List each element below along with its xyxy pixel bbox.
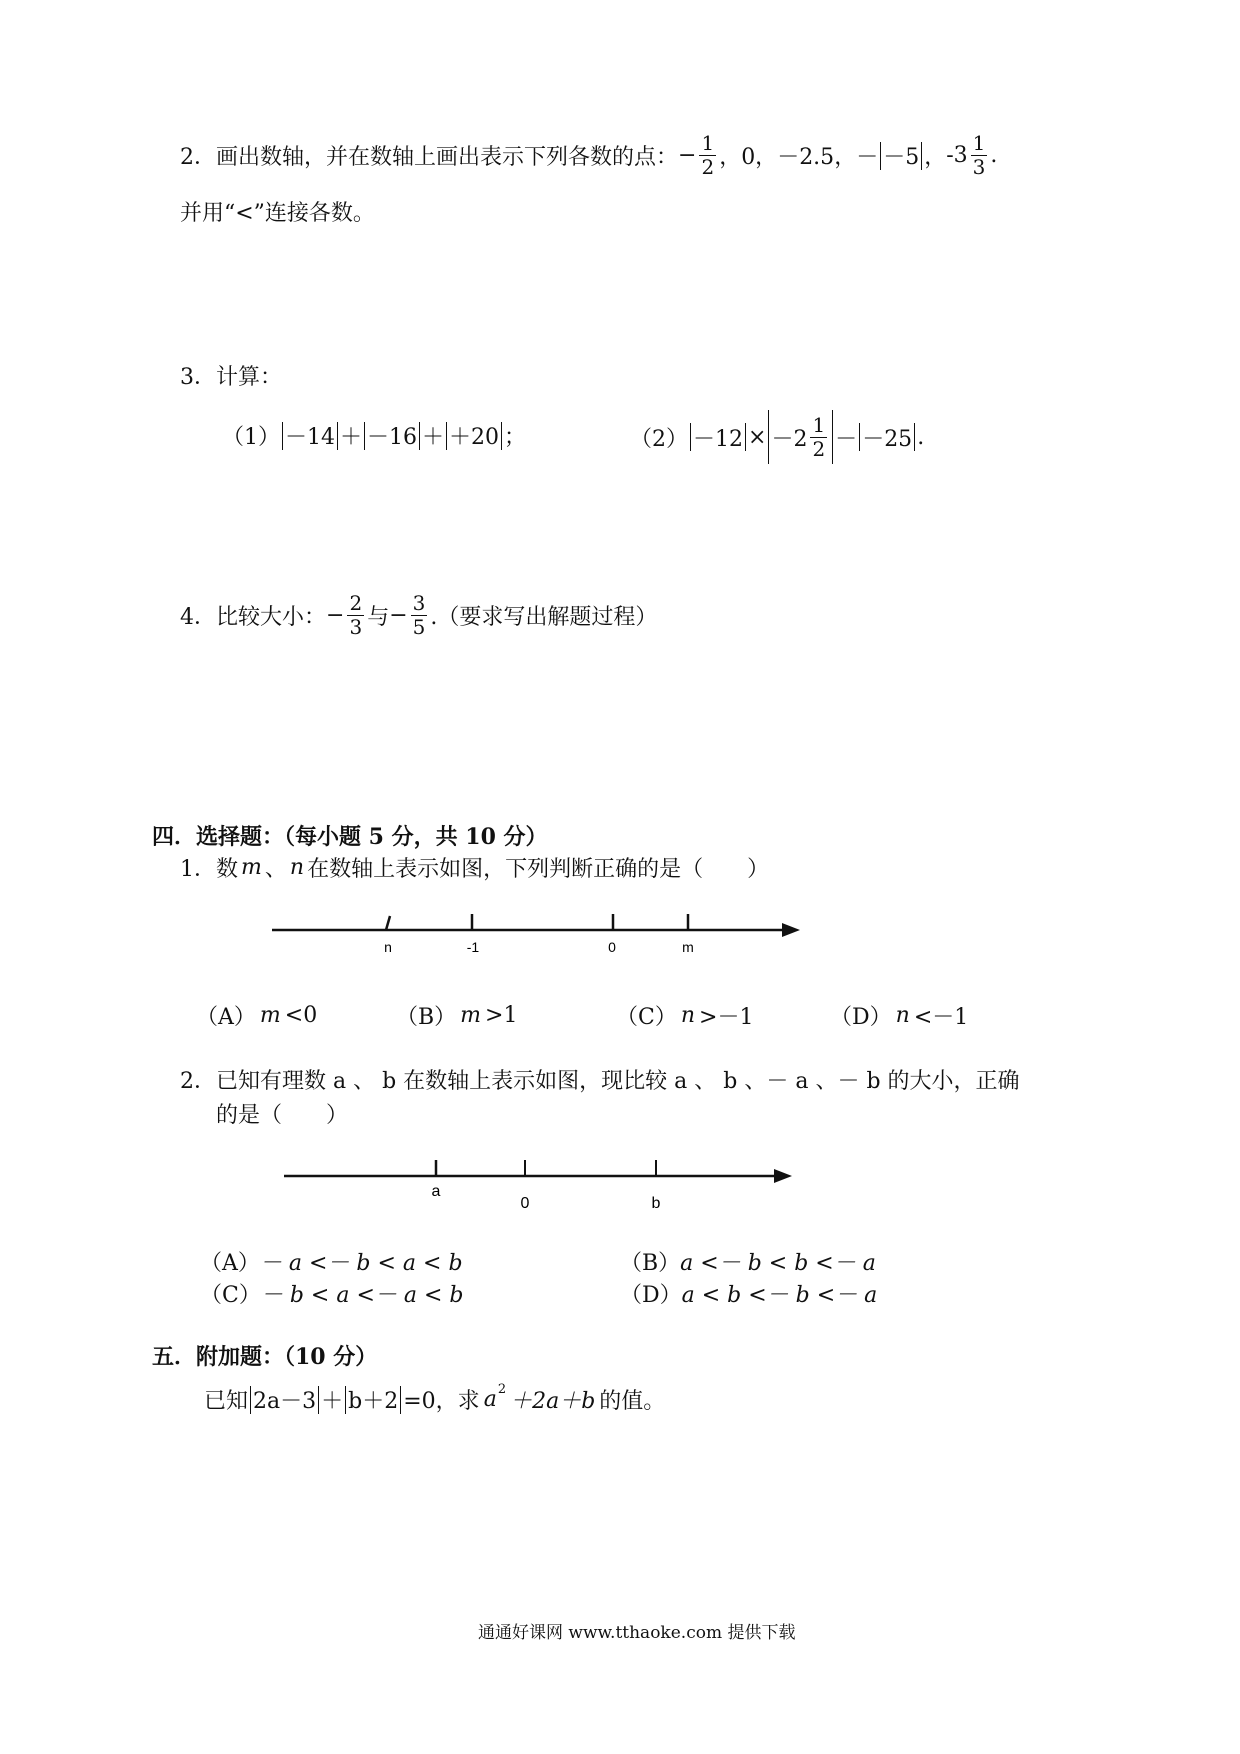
axis-label-m: m	[682, 939, 694, 955]
abs-bar	[345, 1386, 346, 1414]
s4q2-number-line	[282, 1150, 802, 1220]
abs-bar	[880, 142, 881, 170]
section5-var-a: a	[483, 1387, 497, 1412]
s4q2-stem-line1	[180, 1064, 1020, 1095]
option-label: （C）	[200, 1283, 261, 1308]
q3-part2-op: －	[835, 426, 858, 452]
axis-label-n: n	[384, 939, 392, 955]
s4q1-text: 数	[216, 857, 239, 882]
q3-part2-term: －12	[693, 426, 743, 452]
option-label: （D）	[620, 1283, 682, 1308]
s4q1-number: 1．	[180, 857, 216, 882]
q4-line	[180, 592, 657, 639]
option-expr: － a <－ b < a < b	[259, 1251, 463, 1276]
option-relation: <－1	[913, 1005, 969, 1030]
q4-neg: −	[389, 603, 408, 628]
s4q2-number: 2．	[180, 1069, 216, 1094]
q2-line2: 并用“<”连接各数。	[180, 201, 375, 226]
section5-exponent: 2	[497, 1382, 507, 1397]
section5-abs-term: b＋2	[348, 1389, 399, 1414]
option-expr: a <－ b < b <－ a	[680, 1251, 876, 1276]
q4-number: 4．	[180, 605, 216, 630]
s4q2-option-a[interactable]	[200, 1246, 463, 1277]
q3-part2-fraction: $\frac{1}{2}$	[812, 412, 826, 461]
section5-problem	[204, 1384, 665, 1415]
q3-title	[180, 360, 282, 391]
axis-label-a: a	[431, 1183, 441, 1200]
q3-part2-label: （2）	[630, 426, 688, 452]
option-label: （D）	[830, 1005, 892, 1030]
abs-bar	[745, 423, 746, 451]
abs-bar	[501, 422, 502, 450]
option-var: n	[680, 1003, 696, 1028]
abs-bar	[832, 410, 833, 464]
tick-n	[386, 916, 390, 930]
q3-part2-term: －25	[862, 426, 913, 452]
section5-text: 的值。	[599, 1389, 666, 1414]
option-label: （A）	[196, 1005, 256, 1030]
s4q1-option-c[interactable]	[616, 1000, 753, 1031]
s4q1-option-a[interactable]	[196, 1000, 317, 1031]
abs-bar	[914, 423, 915, 451]
q3-part2-op: ×	[748, 424, 767, 450]
section5-title: 五．附加题：（10 分）	[152, 1344, 378, 1370]
q2-value-neg2-5: －2.5	[777, 145, 835, 170]
s4q2-option-c[interactable]	[200, 1278, 464, 1309]
q2-value-neg: －	[856, 145, 879, 170]
q2-period: .	[990, 143, 998, 168]
q4-and: 与	[367, 605, 390, 630]
q2-line1	[180, 132, 997, 179]
abs-bar	[282, 422, 283, 450]
q3-part1-end: ；	[504, 425, 527, 450]
q3-part1-label: （1）	[222, 425, 280, 450]
axis-arrow-icon	[782, 923, 800, 937]
option-label: （A）	[200, 1251, 260, 1276]
abs-bar	[690, 423, 691, 451]
option-expr: a < b <－ b <－ a	[681, 1283, 878, 1308]
section5-text: =0，求	[403, 1389, 480, 1414]
axis-label-0: 0	[520, 1195, 530, 1212]
q3-part2-end: .	[917, 424, 925, 450]
section5-text: 已知	[204, 1389, 249, 1414]
option-expr: － b < a <－ a < b	[260, 1283, 464, 1308]
option-relation: >1	[485, 1003, 518, 1028]
option-relation: <0	[284, 1003, 318, 1028]
q3-part1-op: ＋	[422, 425, 445, 450]
abs-bar	[364, 422, 365, 450]
option-label: （B）	[620, 1251, 681, 1276]
q3-part1	[222, 420, 526, 451]
q2-text: 画出数轴，并在数轴上画出表示下列各数的点：	[216, 145, 679, 170]
q3-part1-term: －16	[367, 425, 418, 450]
q2-neg: −	[678, 143, 697, 168]
q2-sep: ，	[834, 145, 857, 170]
s4q1-number-line	[270, 904, 810, 964]
q2-sep: ，0，	[719, 145, 778, 170]
q2-number: 2．	[180, 145, 216, 170]
s4q1-text: 、	[264, 857, 287, 882]
q3-part2-mixed-int: －2	[771, 426, 808, 452]
option-label: （B）	[396, 1005, 457, 1030]
option-var: n	[895, 1003, 910, 1028]
q2-sep: ，	[924, 145, 947, 170]
q3-part1-term: ＋20	[449, 425, 500, 450]
option-label: （C）	[616, 1005, 677, 1030]
option-var: m	[259, 1003, 281, 1028]
s4q1-var-n: n	[289, 855, 305, 880]
q3-part2	[630, 410, 924, 464]
option-relation: >－1	[699, 1005, 754, 1030]
abs-bar	[419, 422, 420, 450]
axis-label-b: b	[651, 1195, 661, 1212]
section4-title: 四．选择题：（每小题 5 分，共 10 分）	[152, 824, 548, 850]
q2-mixed-int: -3	[946, 143, 968, 168]
q4-tail: .（要求写出解题过程）	[430, 605, 658, 630]
q3-number: 3．	[180, 365, 216, 390]
q4-fraction-1: $\frac{2}{3}$	[349, 591, 363, 639]
s4q1-option-b[interactable]	[396, 1000, 517, 1031]
abs-bar	[250, 1386, 251, 1414]
abs-bar	[400, 1386, 401, 1414]
abs-bar	[859, 423, 860, 451]
axis-label-0: 0	[608, 939, 616, 955]
q4-neg: −	[326, 603, 345, 628]
s4q1-option-d[interactable]	[830, 1000, 968, 1031]
q4-fraction-2: $\frac{3}{5}$	[412, 591, 426, 639]
q4-text: 比较大小：	[216, 605, 327, 630]
abs-bar	[337, 422, 338, 450]
q3-part1-op: ＋	[340, 425, 363, 450]
section5-expr: ＋2a＋b	[510, 1389, 596, 1414]
abs-bar	[446, 422, 447, 450]
abs-bar	[768, 410, 769, 464]
s4q2-option-b[interactable]	[620, 1246, 876, 1277]
s4q2-stem-line2: 的是（ ）	[216, 1103, 349, 1128]
q2-fraction-half: $\frac{1}{2}$	[701, 131, 715, 179]
s4q2-option-d[interactable]	[620, 1278, 877, 1309]
option-var: m	[460, 1003, 482, 1028]
s4q1-stem	[180, 852, 769, 883]
q2-fraction-third: $\frac{1}{3}$	[972, 131, 986, 179]
s4q2-text: 已知有理数 a 、 b 在数轴上表示如图，现比较 a 、 b 、－ a 、－ b 的大小，正确	[216, 1069, 1020, 1094]
q3-title-text: 计算：	[216, 365, 283, 390]
abs-bar	[921, 142, 922, 170]
footer-text: 通通好课网 www.tthaoke.com 提供下载	[478, 1623, 796, 1643]
abs-bar	[318, 1386, 319, 1414]
s4q1-var-m: m	[241, 855, 262, 880]
q2-abs-value: －5	[883, 145, 920, 170]
q3-part1-term: －14	[285, 425, 335, 450]
s4q1-text: 在数轴上表示如图，下列判断正确的是（ ）	[307, 857, 770, 882]
section5-op: ＋	[321, 1389, 344, 1414]
section5-abs-term: 2a－3	[253, 1389, 317, 1414]
axis-label-minus1: -1	[466, 939, 480, 955]
axis-arrow-icon	[774, 1169, 792, 1183]
